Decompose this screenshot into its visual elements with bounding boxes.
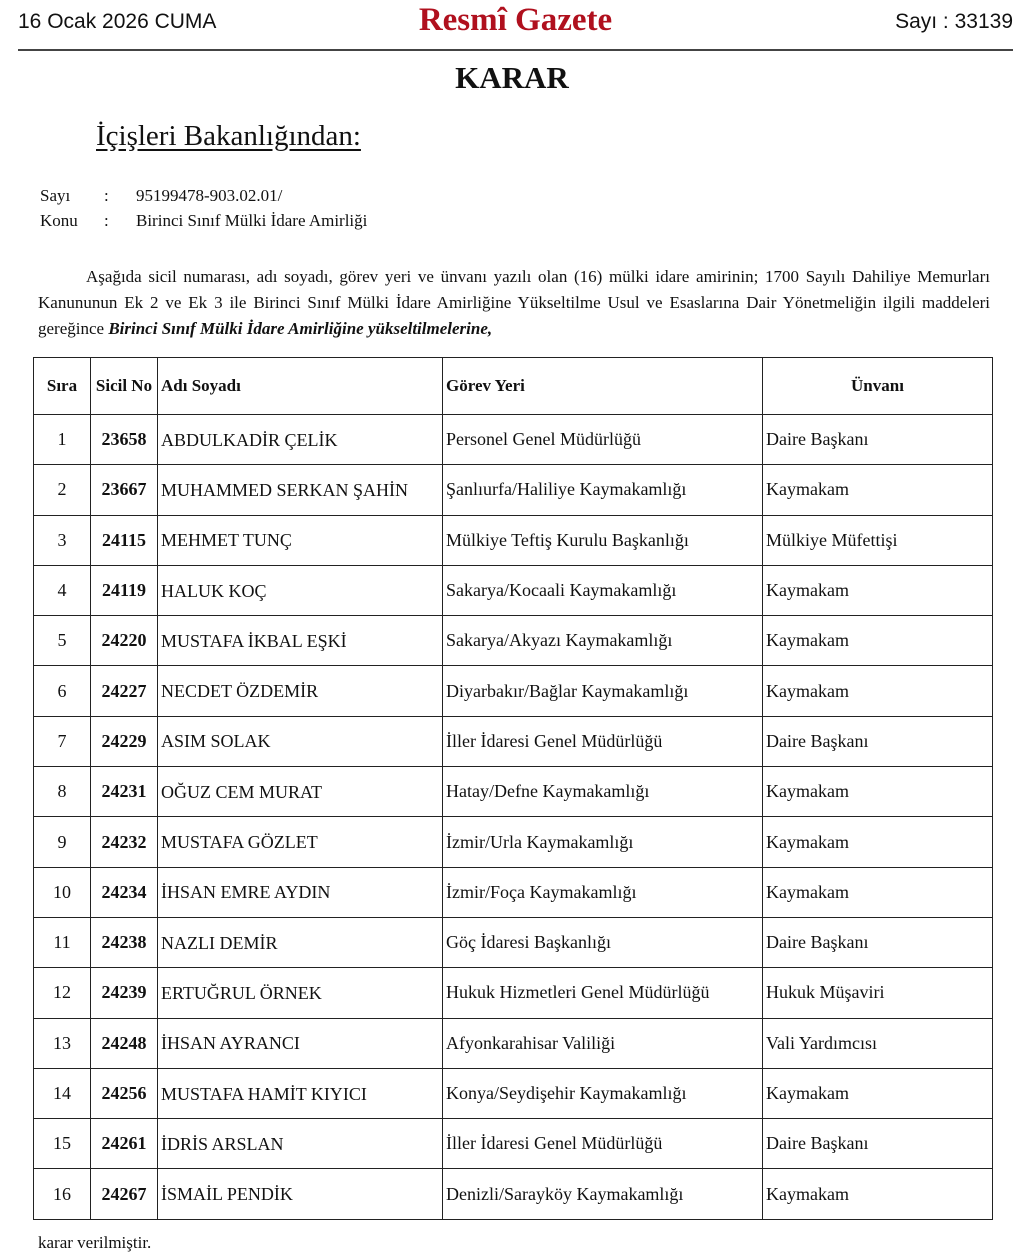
- cell-gorev: Mülkiye Teftiş Kurulu Başkanlığı: [443, 515, 763, 565]
- cell-name: İHSAN AYRANCI: [158, 1018, 443, 1068]
- gazette-title: Resmî Gazete: [418, 2, 613, 38]
- cell-unvan: Kaymakam: [763, 1169, 993, 1219]
- cell-sira: 2: [34, 465, 91, 515]
- table-row: [34, 716, 993, 766]
- closing-text: karar verilmiştir.: [38, 1233, 152, 1252]
- cell-unvan: Daire Başkanı: [763, 415, 993, 465]
- cell-sira: 9: [34, 817, 91, 867]
- cell-sira: 1: [34, 415, 91, 465]
- table-row: [34, 415, 993, 465]
- meta-konu: [40, 208, 367, 233]
- cell-sira: 13: [34, 1018, 91, 1068]
- table-body: [34, 415, 993, 1220]
- cell-sicil: 24267: [91, 1169, 158, 1219]
- cell-gorev: Personel Genel Müdürlüğü: [443, 415, 763, 465]
- table-row: [34, 767, 993, 817]
- cell-unvan: Mülkiye Müfettişi: [763, 515, 993, 565]
- cell-sicil: 24248: [91, 1018, 158, 1068]
- table-row: [34, 616, 993, 666]
- cell-gorev: İzmir/Foça Kaymakamlığı: [443, 867, 763, 917]
- cell-name: MUHAMMED SERKAN ŞAHİN: [158, 465, 443, 515]
- cell-unvan: Kaymakam: [763, 867, 993, 917]
- section-title: KARAR: [455, 60, 569, 95]
- table-row: [34, 666, 993, 716]
- cell-sicil: 24229: [91, 716, 158, 766]
- table-row: [34, 515, 993, 565]
- meta-sayi-value: 95199478-903.02.01/: [136, 186, 283, 205]
- cell-unvan: Daire Başkanı: [763, 917, 993, 967]
- cell-gorev: Diyarbakır/Bağlar Kaymakamlığı: [443, 666, 763, 716]
- cell-sira: 10: [34, 867, 91, 917]
- cell-name: ASIM SOLAK: [158, 716, 443, 766]
- cell-name: ERTUĞRUL ÖRNEK: [158, 968, 443, 1018]
- col-header-name: Adı Soyadı: [158, 358, 443, 415]
- cell-sicil: 24239: [91, 968, 158, 1018]
- meta-sayi: [40, 183, 367, 208]
- table-row: [34, 465, 993, 515]
- cell-unvan: Kaymakam: [763, 666, 993, 716]
- cell-gorev: İzmir/Urla Kaymakamlığı: [443, 817, 763, 867]
- cell-sicil: 24119: [91, 565, 158, 615]
- col-header-gorev: Görev Yeri: [443, 358, 763, 415]
- cell-unvan: Vali Yardımcısı: [763, 1018, 993, 1068]
- table-row: [34, 1068, 993, 1118]
- cell-sicil: 24115: [91, 515, 158, 565]
- decision-paragraph: [38, 264, 990, 342]
- table-row: [34, 565, 993, 615]
- cell-sicil: 23658: [91, 415, 158, 465]
- col-header-sicil: Sicil No: [91, 358, 158, 415]
- header-divider: [18, 49, 1013, 51]
- cell-gorev: Göç İdaresi Başkanlığı: [443, 917, 763, 967]
- cell-gorev: Denizli/Sarayköy Kaymakamlığı: [443, 1169, 763, 1219]
- meta-konu-label: Konu: [40, 211, 78, 230]
- cell-gorev: Şanlıurfa/Haliliye Kaymakamlığı: [443, 465, 763, 515]
- table-header-row: [34, 358, 993, 415]
- meta-colon: :: [104, 186, 109, 205]
- cell-gorev: Afyonkarahisar Valiliği: [443, 1018, 763, 1068]
- cell-sicil: 24256: [91, 1068, 158, 1118]
- cell-gorev: Hukuk Hizmetleri Genel Müdürlüğü: [443, 968, 763, 1018]
- cell-unvan: Kaymakam: [763, 817, 993, 867]
- cell-name: İSMAİL PENDİK: [158, 1169, 443, 1219]
- table-row: [34, 968, 993, 1018]
- cell-name: MUSTAFA İKBAL EŞKİ: [158, 616, 443, 666]
- cell-unvan: Kaymakam: [763, 1068, 993, 1118]
- cell-name: İHSAN EMRE AYDIN: [158, 867, 443, 917]
- table-row: [34, 1018, 993, 1068]
- table-row: [34, 867, 993, 917]
- issue-date: 16 Ocak 2026 CUMA: [18, 10, 217, 33]
- cell-gorev: İller İdaresi Genel Müdürlüğü: [443, 716, 763, 766]
- cell-sira: 5: [34, 616, 91, 666]
- cell-name: ABDULKADİR ÇELİK: [158, 415, 443, 465]
- cell-sicil: 24234: [91, 867, 158, 917]
- cell-sicil: 23667: [91, 465, 158, 515]
- cell-unvan: Kaymakam: [763, 565, 993, 615]
- cell-unvan: Daire Başkanı: [763, 1119, 993, 1169]
- cell-sira: 7: [34, 716, 91, 766]
- col-header-unvan: Ünvanı: [763, 358, 993, 415]
- cell-sira: 16: [34, 1169, 91, 1219]
- cell-gorev: Hatay/Defne Kaymakamlığı: [443, 767, 763, 817]
- cell-name: MUSTAFA GÖZLET: [158, 817, 443, 867]
- issue-number: Sayı : 33139: [895, 10, 1013, 33]
- cell-sira: 12: [34, 968, 91, 1018]
- document-meta: [40, 183, 367, 233]
- cell-name: HALUK KOÇ: [158, 565, 443, 615]
- meta-colon: :: [104, 211, 109, 230]
- cell-name: MUSTAFA HAMİT KIYICI: [158, 1068, 443, 1118]
- cell-gorev: Sakarya/Kocaali Kaymakamlığı: [443, 565, 763, 615]
- cell-sicil: 24227: [91, 666, 158, 716]
- promotion-table: [33, 357, 993, 1220]
- cell-sira: 15: [34, 1119, 91, 1169]
- cell-gorev: Konya/Seydişehir Kaymakamlığı: [443, 1068, 763, 1118]
- col-header-sira: Sıra: [34, 358, 91, 415]
- table-row: [34, 817, 993, 867]
- ministry-heading: İçişleri Bakanlığından:: [96, 120, 361, 152]
- cell-gorev: İller İdaresi Genel Müdürlüğü: [443, 1119, 763, 1169]
- paragraph-emphasis: Birinci Sınıf Mülki İdare Amirliğine yükseltilmelerine,: [108, 319, 493, 338]
- cell-unvan: Kaymakam: [763, 616, 993, 666]
- cell-sira: 3: [34, 515, 91, 565]
- cell-sicil: 24220: [91, 616, 158, 666]
- cell-sicil: 24231: [91, 767, 158, 817]
- cell-sira: 11: [34, 917, 91, 967]
- table-row: [34, 917, 993, 967]
- cell-sira: 6: [34, 666, 91, 716]
- cell-sira: 14: [34, 1068, 91, 1118]
- cell-sicil: 24232: [91, 817, 158, 867]
- cell-name: NAZLI DEMİR: [158, 917, 443, 967]
- cell-gorev: Sakarya/Akyazı Kaymakamlığı: [443, 616, 763, 666]
- cell-unvan: Kaymakam: [763, 767, 993, 817]
- table-row: [34, 1169, 993, 1219]
- cell-sicil: 24261: [91, 1119, 158, 1169]
- table-row: [34, 1119, 993, 1169]
- cell-name: NECDET ÖZDEMİR: [158, 666, 443, 716]
- meta-konu-value: Birinci Sınıf Mülki İdare Amirliği: [136, 211, 368, 230]
- cell-sicil: 24238: [91, 917, 158, 967]
- cell-unvan: Kaymakam: [763, 465, 993, 515]
- cell-unvan: Daire Başkanı: [763, 716, 993, 766]
- paragraph-text: Aşağıda sicil numarası, adı soyadı, görev yeri ve ünvanı yazılı olan (16) mülki idare amirinin; 1700 Sayılı Dahiliye Memurları Kanununun Ek 2 ve Ek 3 ile Birinci Sınıf Mülki İdare Amirliğine Yükseltilme Usul ve Esaslarına Dair Yönetmeliğin ilgili maddeleri gereğince: [38, 267, 990, 338]
- cell-name: OĞUZ CEM MURAT: [158, 767, 443, 817]
- cell-name: MEHMET TUNÇ: [158, 515, 443, 565]
- cell-name: İDRİS ARSLAN: [158, 1119, 443, 1169]
- meta-sayi-label: Sayı: [40, 186, 71, 205]
- gazette-header: [18, 0, 1013, 50]
- cell-unvan: Hukuk Müşaviri: [763, 968, 993, 1018]
- cell-sira: 8: [34, 767, 91, 817]
- cell-sira: 4: [34, 565, 91, 615]
